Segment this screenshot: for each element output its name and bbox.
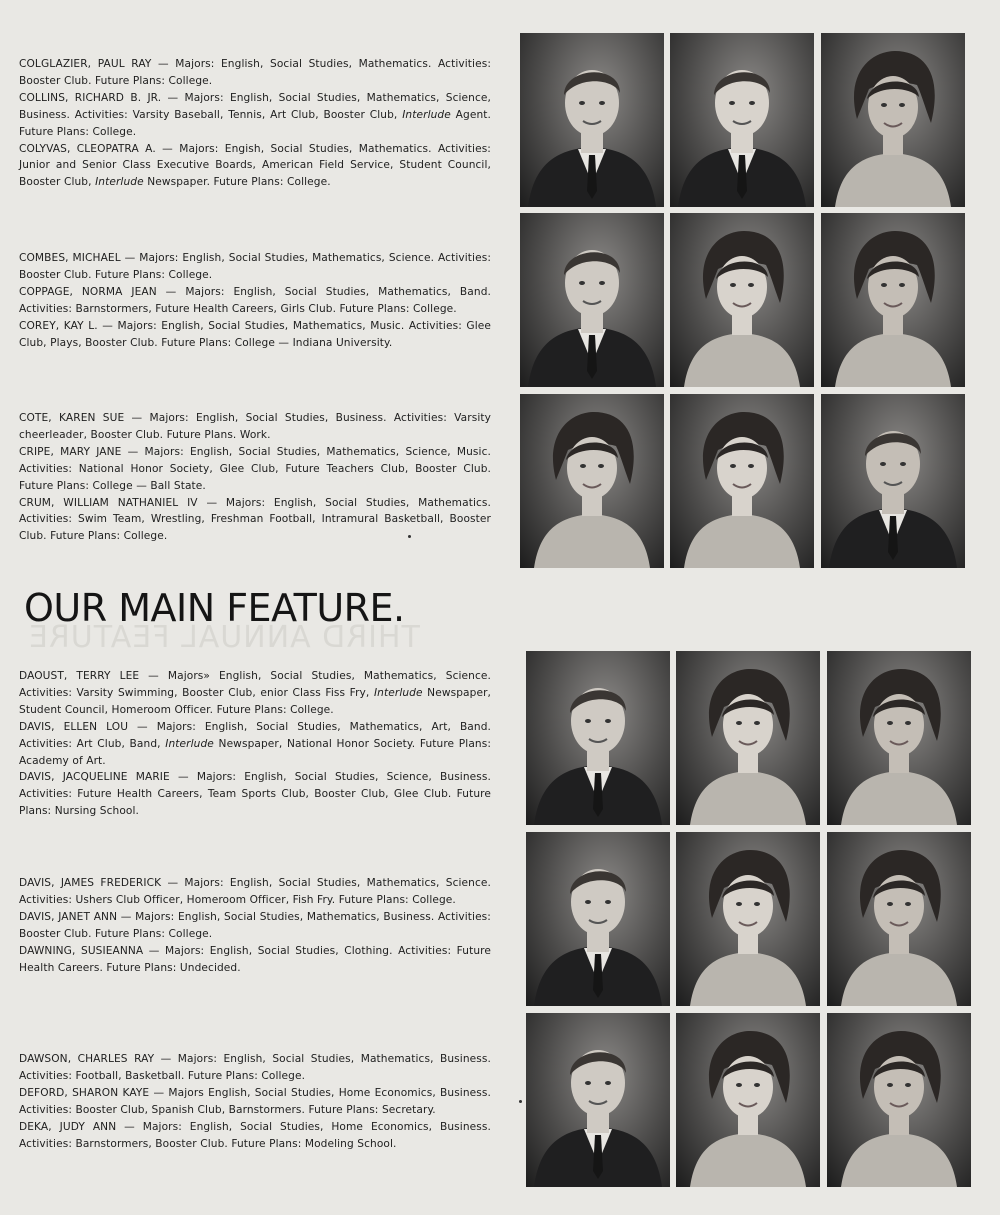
speck (519, 1100, 522, 1103)
senior-details: — Majors: English, Social Studies, Mathematics, Music. Activities: Glee Club, Plays, Booster Club. Future Plans: College — Indiana University. (19, 319, 491, 349)
student-portrait-photo (670, 394, 814, 568)
senior-details: — Majors: English, Social Studies, Mathematics. Activities: Swim Team, Wrestling, Freshman Football, Intramural Basketball, Booster Club. Future Plans: College. (19, 496, 492, 543)
senior-details-cont: Newspaper. Future Plans: College. (143, 176, 331, 189)
senior-name: COLLINS, RICHARD B. JR. (19, 91, 162, 104)
senior-name: COPPAGE, NORMA JEAN (19, 285, 157, 298)
senior-name: COLYVAS, CLEOPATRA A. (19, 142, 156, 155)
student-portrait-photo (670, 33, 814, 207)
senior-entry (19, 56, 491, 90)
student-portrait-photo (520, 394, 664, 568)
student-portrait-photo (676, 651, 820, 825)
senior-details: — Majors: English, Social Studies, Business. Activities: Varsity cheerleader, Booster Club. Future Plans. Work. (19, 412, 491, 441)
publication-name: Interlude (95, 176, 144, 189)
senior-name: DAWNING, SUSIEANNA (19, 944, 144, 957)
senior-details: — Majors: English, Social Studies, Mathematics, Art, Band. Activities: Art Club, Band, (19, 720, 492, 750)
senior-group-3 (19, 410, 491, 545)
senior-entry (19, 410, 491, 444)
senior-name: DAVIS, ELLEN LOU (19, 720, 129, 733)
student-portrait-photo (821, 394, 965, 568)
senior-group-4 (19, 668, 491, 820)
senior-name: DAOUST, TERRY LEE (19, 670, 140, 682)
senior-details: — Majors: English, Social Studies, Home Economics, Business. Activities: Barnstormers, Booster Club. Future Plans: Modeling School. (19, 1120, 491, 1150)
senior-entry (19, 909, 491, 943)
senior-entry (19, 284, 491, 318)
senior-entry (19, 1085, 491, 1119)
publication-name: Interlude (373, 686, 423, 699)
senior-details: — Majors English, Social Studies, Home Economics, Business. Activities: Booster Club, Spanish Club, Barnstormers. Future Plans: Secretary. (19, 1086, 491, 1116)
senior-name: DAWSON, CHARLES RAY (19, 1053, 155, 1065)
senior-name: CRIPE, MARY JANE (19, 445, 122, 458)
senior-entry (19, 444, 491, 495)
senior-group-6 (19, 1051, 491, 1152)
student-portrait-photo (520, 213, 664, 387)
student-portrait-photo (827, 651, 971, 825)
senior-details-cont: Newspaper, Student Council, Homeroom Officer. Future Plans: College. (19, 686, 491, 716)
student-portrait-photo (676, 832, 820, 1006)
publication-name: Interlude (402, 108, 451, 121)
senior-details: — Majors: English, Social Studies, Clothing. Activities: Future Health Careers. Future Plans: Undecided. (19, 944, 491, 974)
speck (408, 535, 411, 538)
senior-entry (19, 769, 491, 820)
senior-details: — Majors: English, Social Studies, Mathematics, Business. Activities: Football, Basketball. Future Plans: College. (19, 1053, 491, 1082)
senior-entry (19, 318, 491, 352)
senior-name: CRUM, WILLIAM NATHANIEL IV (19, 496, 198, 509)
senior-details: — Majors: English, Social Studies, Mathematics, Science, Business. Activities: Varsity Baseball, Tennis, Art Club, Booster Club, (19, 91, 491, 121)
senior-details: — Majors: English, Social Studies, Science, Business. Activities: Future Health Careers, Team Sports Club, Booster Club, Glee Club. Future Plans: Nursing School. (19, 771, 491, 818)
senior-details: — Majors: English, Social Studies, Mathematics, Science. Activities: Ushers Club Officer, Homeroom Officer, Fish Fry. Future Plans: College. (19, 877, 491, 906)
senior-name: DEFORD, SHARON KAYE (19, 1086, 150, 1099)
senior-details: — Majors: English, Social Studies, Mathematics, Business. Activities: Booster Club. Future Plans: College. (19, 910, 491, 940)
student-portrait-photo (821, 213, 965, 387)
student-portrait-photo (827, 832, 971, 1006)
senior-details-cont: Newspaper, National Honor Society. Future Plans: Academy of Art. (19, 737, 492, 767)
senior-entry (19, 1051, 491, 1085)
senior-entry (19, 719, 491, 770)
publication-name: Interlude (165, 737, 214, 750)
student-portrait-photo (827, 1013, 971, 1187)
senior-details-cont: Agent. Future Plans: College. (19, 108, 492, 138)
senior-name: DAVIS, JAMES FREDERICK (19, 877, 162, 889)
senior-group-1 (19, 56, 491, 191)
senior-details: — Majors: English, Social Studies, Mathematics, Band. Activities: Barnstormers, Future Health Careers, Girls Club. Future Plans: College. (19, 285, 491, 315)
senior-name: DAVIS, JANET ANN (19, 910, 118, 923)
senior-details: — Majors: English, Social Studies, Mathematics, Science. Activities: Booster Club. Future Plans: College. (19, 252, 491, 281)
senior-group-5 (19, 875, 491, 976)
senior-entry (19, 90, 491, 141)
senior-name: COMBES, MICHAEL (19, 252, 121, 264)
senior-details: — Majors» English, Social Studies, Mathematics, Science. Activities: Varsity Swimming, Booster Club, enior Class Fiss Fry, (19, 670, 491, 699)
senior-entry (19, 141, 491, 192)
senior-name: COREY, KAY L. (19, 319, 98, 332)
student-portrait-photo (676, 1013, 820, 1187)
senior-name: DAVIS, JACQUELINE MARIE (19, 771, 170, 784)
student-portrait-photo (526, 832, 670, 1006)
student-portrait-photo (821, 33, 965, 207)
show-through-text: THIRD ANNUAL FEATURE (28, 620, 420, 655)
senior-entry (19, 1119, 491, 1153)
senior-details: — Majors: English, Social Studies, Mathematics. Activities: Booster Club. Future Plans: College. (19, 58, 491, 87)
student-portrait-photo (520, 33, 664, 207)
student-portrait-photo (670, 213, 814, 387)
senior-details: — Majors: English, Social Studies, Mathematics, Science, Music. Activities: National Honor Society, Glee Club, Future Teachers Club, Booster Club. Future Plans: College — Ball State. (19, 445, 491, 492)
senior-group-2 (19, 250, 491, 351)
senior-entry (19, 943, 491, 977)
student-portrait-photo (526, 1013, 670, 1187)
senior-name: COLGLAZIER, PAUL RAY (19, 58, 152, 70)
senior-entry (19, 495, 491, 546)
senior-name: COTE, KAREN SUE (19, 412, 125, 424)
senior-entry (19, 668, 491, 719)
senior-entry (19, 875, 491, 909)
senior-details: — Majors: Engish, Social Studies, Mathematics. Activities: Junior and Senior Class Executive Boards, American Field Service, Student Council, Booster Club, (19, 142, 491, 189)
senior-entry (19, 250, 491, 284)
senior-name: DEKA, JUDY ANN (19, 1120, 117, 1133)
page-heading: OUR MAIN FEATURE. (24, 586, 405, 630)
student-portrait-photo (526, 651, 670, 825)
